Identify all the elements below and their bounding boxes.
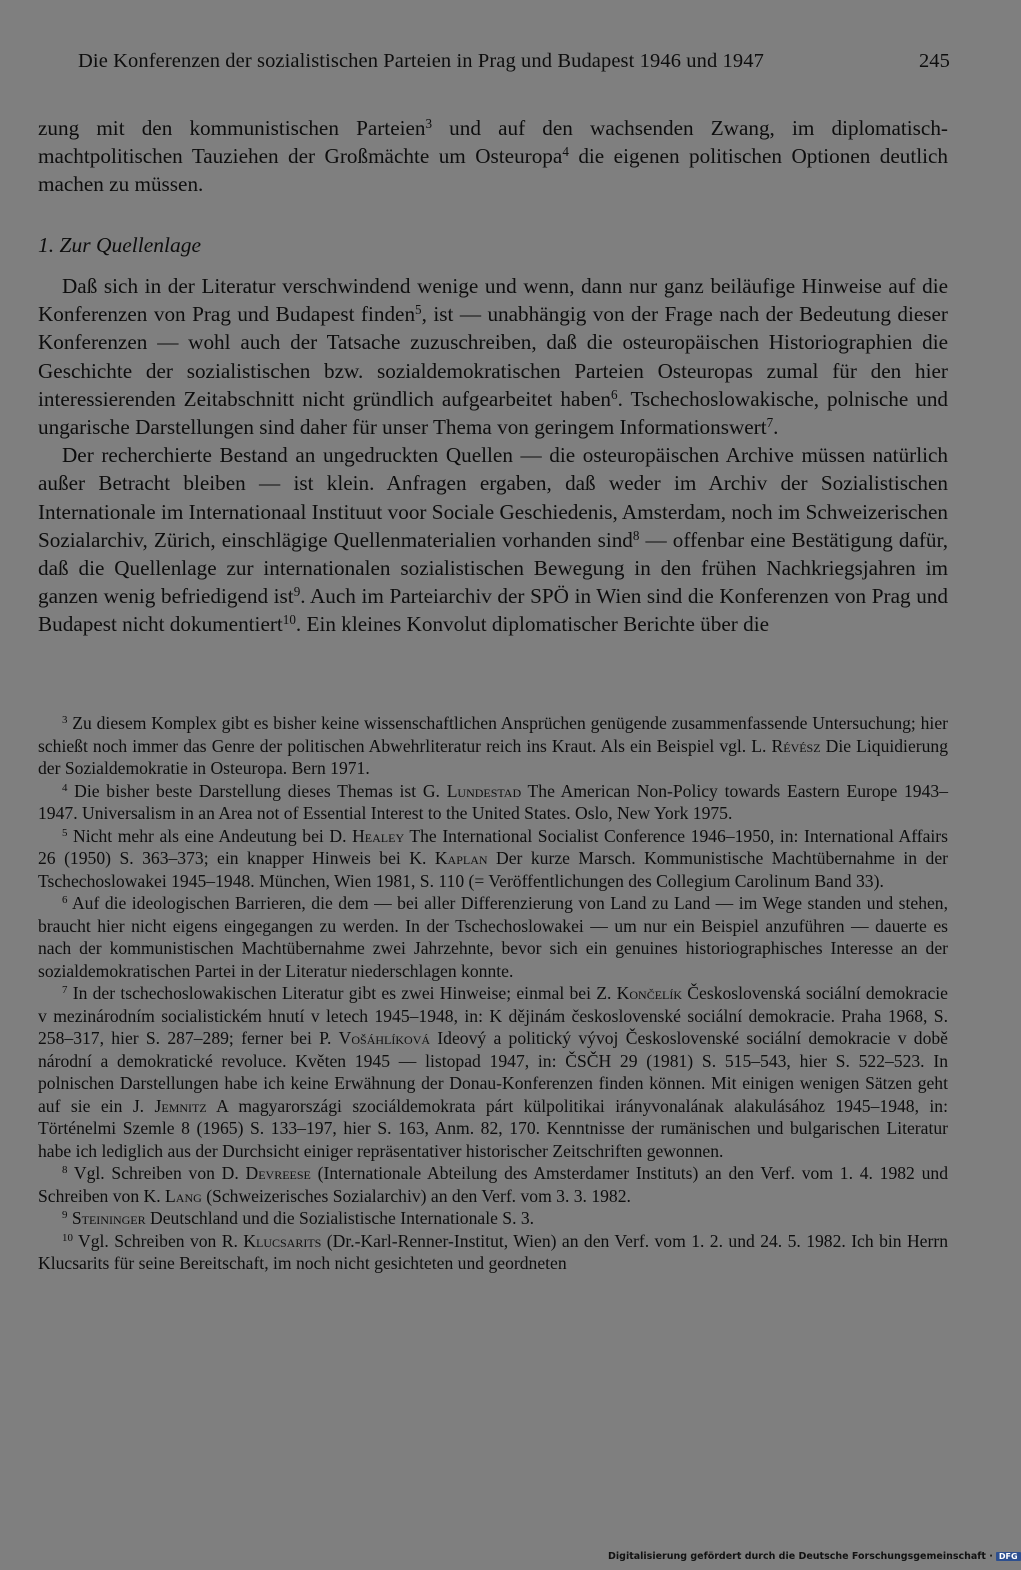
text-run: A magyarországi szociáldemokrata párt külpolitikai irányvonalának alakulásához 1945–1948, in: Történelmi Szemle 8 (1965) S. 133–197, hier S. 163, Anm. 82, 170. Kenntnisse der rumänischen und bulgarischen Literatur habe ich lediglich aus der Durchsicht einiger repräsentativer historischer Zeitschriften gewonnen. (38, 1095, 948, 1161)
text-run: Ideový a politický vývoj Československé sociální demokracie v době národní a demokratické revoluce. Květen 1945 — listopad 1947, in: ČSČH 29 (1981) S. 515–543, hier S. 522–523. In polnischen Darstellungen habe ich keine Erwähnung der Donau-Konferenzen finden können. Mit einigen wenigen Sätzen geht auf sie ein J. (38, 1028, 948, 1116)
intro-paragraph (38, 114, 948, 199)
text-run: und auf den wachsenden Zwang, im diplomatisch-machtpolitischen Tauziehen der Großmächte um Osteuropa (38, 116, 948, 169)
text-run: Nicht mehr als eine Andeutung bei D. (67, 825, 353, 846)
text-run: , ist — unabhängig von der Frage nach der Bedeutung dieser Konferenzen — wohl auch der Tatsache zuzuschreiben, daß die osteuropäischen Historiographien die Geschichte der sozialistischen bzw. sozialdemokratischen Parteien Osteuropas zumal für den hier interessierenden Zeitabschnitt nicht gründlich aufgearbeitet haben (38, 302, 948, 411)
text-run: Der kurze Marsch. Kommunistische Machtübernahme in der Tschechoslowakei 1945–1948. München, Wien 1981, S. 110 (= Veröffentlichungen des Collegium Carolinum Band 33). (38, 848, 948, 891)
dfg-logo-icon: DFG (996, 1552, 1021, 1561)
footnote-number: 9 (62, 1209, 68, 1221)
author-name: Lang (165, 1185, 202, 1206)
paragraph (38, 441, 948, 638)
author-name: Steininger (71, 1208, 146, 1228)
text-run: Der recherchierte Bestand an ungedruckten Quellen — die osteuropäischen Archive müssen natürlich außer Betracht bleiben — ist klein. Anfragen ergaben, daß weder im Archiv der Sozialistischen Internationale im Internationaal Instituut voor Sociale Geschiedenis, Amsterdam, noch im Schweizerischen Sozialarchiv, Zürich, einschlägige Quellenmaterialien vorhanden sind (38, 443, 948, 552)
footnote-number: 5 (62, 826, 68, 839)
footnote-ref: 3 (425, 115, 433, 131)
footnote-number: 3 (62, 714, 68, 726)
author-name: Devreese (245, 1163, 311, 1183)
text-run: Auf die ideologischen Barrieren, die dem — bei aller Differenzierung von Land zu Land — im Wege standen und stehen, braucht hier nicht eigens eingegangen zu werden. In der Tschechoslowakei — um nur ein Beispiel anzuführen — dauerte es nach der kommunistischen Machtübernahme zwei Jahrzehnte, bevor sich ein genuines historiographisches Interesse an der sozialdemokratischen Partei in der Literatur niederschlagen konnte. (38, 893, 948, 981)
text-run: Československá sociální demokracie v mezinárodním socialistickém hnutí v letech 1945–1948, in: K dějinám československé sociální demokracie. Praha 1968, S. 258–317, hier S. 287–289; ferner bei P. (38, 983, 948, 1048)
footnote-10 (38, 1230, 948, 1275)
footnote-ref: 9 (293, 584, 301, 600)
footnote-number: 8 (62, 1164, 68, 1176)
footnote-number: 6 (62, 894, 68, 906)
footnote-4 (38, 780, 948, 825)
author-name: Révész (771, 735, 821, 756)
text-run: The American Non-Policy towards Eastern Europe 1943–1947. Universalism in an Area not of Essential Interest to the United States. Oslo, New York 1975. (38, 780, 948, 823)
text-run: . Tschechoslowakische, polnische und ungarische Darstellungen sind daher für unser Thema von geringem Informationswert (38, 386, 949, 440)
footnote-number: 7 (62, 984, 68, 996)
footnote-ref: 8 (632, 527, 640, 543)
text-run: Deutschland und die Sozialistische Internationale S. 3. (145, 1208, 535, 1228)
text-run: — offenbar eine Bestätigung dafür, daß die Quellenlage zur internationalen sozialistischen Bewegung in den frühen Nachkriegsjahren im ganzen wenig befriedigend ist (38, 527, 948, 609)
text-run: Vgl. Schreiben von D. (67, 1163, 246, 1183)
author-name: Lundestad (446, 780, 522, 801)
author-name: Jemnitz (154, 1095, 207, 1116)
footnote-ref: 4 (562, 143, 569, 159)
author-name: Končelík (616, 983, 683, 1003)
author-name: Healey (352, 825, 405, 846)
section-heading: 1. Zur Quellenlage (38, 233, 202, 257)
text-run: die eigenen politischen Optionen deutlich machen zu müssen. (38, 144, 948, 197)
text-run: The International Socialist Conference 1946–1950, in: International Affairs 26 (1950) S. 363–373; ein knapper Hinweis bei K. (38, 825, 948, 868)
section-body (38, 272, 948, 639)
running-title: Die Konferenzen der sozialistischen Parteien in Prag und Budapest 1946 und 1947 (78, 50, 764, 72)
text-run: (Internationale Abteilung des Amsterdamer Instituts) an den Verf. vom 1. 4. 1982 und Schreiben von K. (38, 1163, 948, 1206)
footnote-number: 10 (62, 1231, 73, 1244)
paragraph (38, 272, 948, 441)
text-run: Zu diesem Komplex gibt es bisher keine wissenschaftlichen Ansprüchen genügende zusammenfassende Untersuchung; hier schießt noch immer das Genre der politischen Abwehrliteratur reich ins Kraut. Als ein Beispiel vgl. L. (38, 713, 948, 756)
text-run: . Ein kleines Konvolut diplomatischer Berichte über die (295, 612, 769, 637)
footnote-8 (38, 1162, 948, 1207)
footnote-ref: 5 (415, 301, 422, 317)
footnote-6 (38, 892, 948, 982)
footnote-9 (38, 1207, 948, 1230)
text-run: In der tschechoslowakischen Literatur gibt es zwei Hinweise; einmal bei Z. (67, 983, 617, 1003)
author-name: Vošáhlíková (338, 1028, 431, 1048)
text-run: (Dr.-Karl-Renner-Institut, Wien) an den Verf. vom 1. 2. und 24. 5. 1982. Ich bin Herrn Klucsarits für seine Bereitschaft, im noch nicht gesichteten und geordneten (38, 1230, 948, 1273)
footnote-ref: 10 (282, 612, 296, 628)
footnotes (38, 712, 948, 1275)
footnote-5 (38, 825, 948, 893)
text-run: Vgl. Schreiben von R. (72, 1230, 244, 1251)
page-number: 245 (918, 50, 950, 72)
author-name: Klucsarits (243, 1230, 322, 1251)
text-run: Daß sich in der Literatur verschwindend wenige und wenn, dann nur ganz beiläufige Hinweise auf die Konferenzen von Prag und Budapest finden (38, 274, 948, 327)
text-run: Die bisher beste Darstellung dieses Themas ist G. (67, 780, 447, 801)
text-run: . (773, 415, 779, 440)
text-run: . Auch im Parteiarchiv der SPÖ in Wien sind die Konferenzen von Prag und Budapest nicht dokumentiert (38, 584, 948, 637)
text-run: (Schweizerisches Sozialarchiv) an den Verf. vom 3. 3. 1982. (201, 1185, 631, 1206)
author-name: Kaplan (434, 848, 488, 868)
text-run: Die Liquidierung der Sozialdemokratie in Osteuropa. Bern 1971. (38, 735, 948, 778)
footnote-number: 4 (62, 781, 68, 794)
footnote-ref: 6 (611, 386, 618, 402)
digitization-credit (608, 1551, 1021, 1562)
footnote-7 (38, 982, 948, 1162)
footnote-ref: 7 (766, 414, 774, 430)
text-run: zung mit den kommunistischen Parteien (38, 116, 426, 140)
footnote-3 (38, 712, 948, 780)
credit-text: Digitalisierung gefördert durch die Deutsche Forschungsgemeinschaft · (608, 1551, 993, 1562)
